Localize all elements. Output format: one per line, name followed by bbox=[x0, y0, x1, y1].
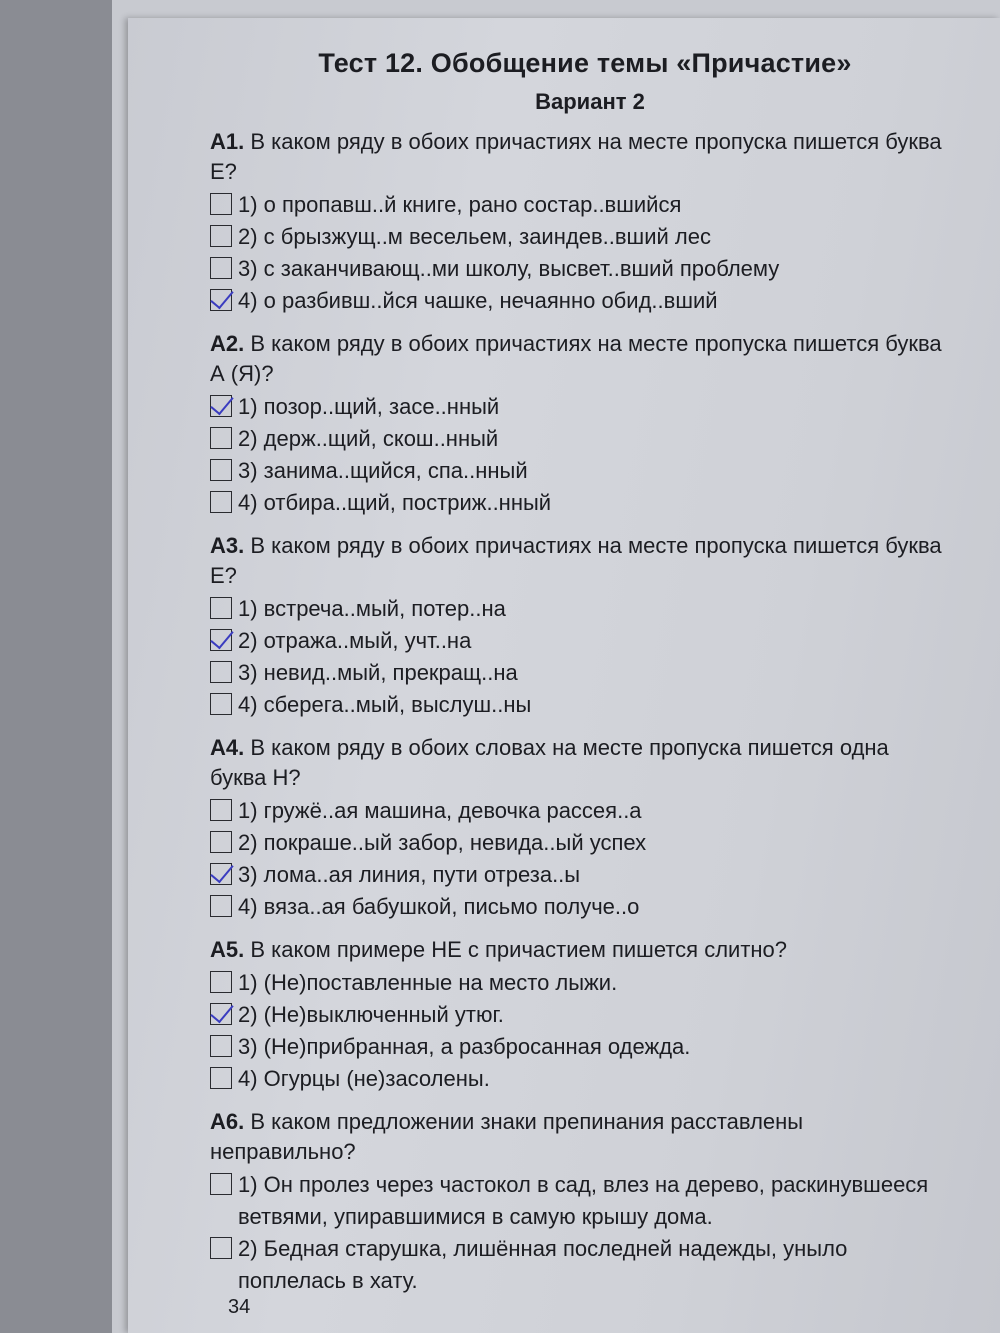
answer-option[interactable] bbox=[210, 827, 950, 859]
option-label: 2) (Не)выключенный утюг. bbox=[238, 1002, 504, 1027]
options-list bbox=[210, 593, 950, 721]
option-label: 4) отбира..щий, постриж..нный bbox=[238, 490, 552, 515]
answer-option[interactable] bbox=[210, 795, 950, 827]
page-number: 34 bbox=[228, 1296, 251, 1318]
question-3 bbox=[210, 531, 950, 721]
question-prompt: В каком ряду в обоих словах на месте пропуска пишется одна буква Н? bbox=[210, 735, 889, 790]
checkbox[interactable] bbox=[210, 491, 232, 513]
answer-option[interactable] bbox=[210, 423, 950, 455]
options-list bbox=[210, 1169, 950, 1297]
question-prompt: В каком примере НЕ с причастием пишется слитно? bbox=[244, 937, 788, 962]
question-number: А5. bbox=[210, 937, 245, 962]
answer-option[interactable] bbox=[210, 859, 950, 891]
option-label: 4) Огурцы (не)засолены. bbox=[238, 1066, 490, 1091]
question-text bbox=[210, 935, 950, 965]
option-label: 4) о разбивш..йся чашке, нечаянно обид..вший bbox=[238, 288, 718, 313]
question-number: А6. bbox=[210, 1109, 245, 1134]
answer-option[interactable] bbox=[210, 891, 950, 923]
option-label: 1) Он пролез через частокол в сад, влез на дерево, раскинувшееся ветвями, упиравшимися в самую крышу дома. bbox=[238, 1172, 929, 1229]
option-label: 2) держ..щий, скош..нный bbox=[238, 426, 499, 451]
answer-option[interactable] bbox=[210, 221, 950, 253]
checkbox[interactable] bbox=[210, 1237, 232, 1259]
question-number: А1. bbox=[210, 129, 245, 154]
answer-option[interactable] bbox=[210, 253, 950, 285]
checkbox[interactable] bbox=[210, 895, 232, 917]
answer-option[interactable] bbox=[210, 657, 950, 689]
questions-list bbox=[210, 127, 950, 1297]
answer-option[interactable] bbox=[210, 487, 950, 519]
answer-option[interactable] bbox=[210, 1169, 950, 1233]
checked-checkbox[interactable] bbox=[210, 863, 232, 885]
checkbox[interactable] bbox=[210, 225, 232, 247]
question-prompt: В каком ряду в обоих причастиях на месте пропуска пишется буква Е? bbox=[210, 129, 942, 184]
page-title: Тест 12. Обобщение темы «Причастие» bbox=[318, 48, 852, 78]
options-list bbox=[210, 189, 950, 317]
checked-checkbox[interactable] bbox=[210, 289, 232, 311]
variant-heading: Вариант 2 bbox=[535, 89, 645, 114]
answer-option[interactable] bbox=[210, 999, 950, 1031]
checkbox[interactable] bbox=[210, 193, 232, 215]
checkbox[interactable] bbox=[210, 459, 232, 481]
option-label: 3) невид..мый, прекращ..на bbox=[238, 660, 518, 685]
option-label: 2) Бедная старушка, лишённая последней надежды, уныло поплелась в хату. bbox=[238, 1236, 848, 1293]
page-content bbox=[210, 48, 950, 1297]
options-list bbox=[210, 967, 950, 1095]
checkbox[interactable] bbox=[210, 799, 232, 821]
checkbox[interactable] bbox=[210, 971, 232, 993]
answer-option[interactable] bbox=[210, 689, 950, 721]
question-number: А4. bbox=[210, 735, 245, 760]
option-label: 4) сберега..мый, выслуш..ны bbox=[238, 692, 532, 717]
option-label: 1) встреча..мый, потер..на bbox=[238, 596, 506, 621]
checkbox[interactable] bbox=[210, 257, 232, 279]
option-label: 2) отража..мый, учт..на bbox=[238, 628, 472, 653]
question-2 bbox=[210, 329, 950, 519]
checked-checkbox[interactable] bbox=[210, 1003, 232, 1025]
answer-option[interactable] bbox=[210, 189, 950, 221]
answer-option[interactable] bbox=[210, 1233, 950, 1297]
question-number: А3. bbox=[210, 533, 245, 558]
question-5 bbox=[210, 935, 950, 1095]
answer-option[interactable] bbox=[210, 285, 950, 317]
option-label: 4) вяза..ая бабушкой, письмо получе..о bbox=[238, 894, 640, 919]
checkbox[interactable] bbox=[210, 661, 232, 683]
checked-checkbox[interactable] bbox=[210, 395, 232, 417]
answer-option[interactable] bbox=[210, 455, 950, 487]
option-label: 1) (Не)поставленные на место лыжи. bbox=[238, 970, 618, 995]
checkbox[interactable] bbox=[210, 1067, 232, 1089]
checkbox[interactable] bbox=[210, 831, 232, 853]
checked-checkbox[interactable] bbox=[210, 629, 232, 651]
options-list bbox=[210, 391, 950, 519]
answer-option[interactable] bbox=[210, 391, 950, 423]
question-prompt: В каком ряду в обоих причастиях на месте пропуска пишется буква А (Я)? bbox=[210, 331, 942, 386]
answer-option[interactable] bbox=[210, 625, 950, 657]
answer-option[interactable] bbox=[210, 593, 950, 625]
option-label: 2) покраше..ый забор, невида..ый успех bbox=[238, 830, 647, 855]
checkbox[interactable] bbox=[210, 1173, 232, 1195]
answer-option[interactable] bbox=[210, 1063, 950, 1095]
question-text bbox=[210, 127, 950, 187]
question-1 bbox=[210, 127, 950, 317]
checkbox[interactable] bbox=[210, 693, 232, 715]
question-number: А2. bbox=[210, 331, 245, 356]
option-label: 3) (Не)прибранная, а разбросанная одежда. bbox=[238, 1034, 691, 1059]
option-label: 3) занима..щийся, спа..нный bbox=[238, 458, 528, 483]
option-label: 1) о пропавш..й книге, рано состар..вшийся bbox=[238, 192, 682, 217]
question-prompt: В каком предложении знаки препинания расставлены неправильно? bbox=[210, 1109, 804, 1164]
question-text bbox=[210, 733, 950, 793]
question-prompt: В каком ряду в обоих причастиях на месте пропуска пишется буква Е? bbox=[210, 533, 942, 588]
question-6 bbox=[210, 1107, 950, 1297]
options-list bbox=[210, 795, 950, 923]
question-4 bbox=[210, 733, 950, 923]
checkbox[interactable] bbox=[210, 1035, 232, 1057]
question-text bbox=[210, 531, 950, 591]
checkbox[interactable] bbox=[210, 597, 232, 619]
option-label: 3) лома..ая линия, пути отреза..ы bbox=[238, 862, 581, 887]
answer-option[interactable] bbox=[210, 967, 950, 999]
answer-option[interactable] bbox=[210, 1031, 950, 1063]
option-label: 1) гружё..ая машина, девочка рассея..а bbox=[238, 798, 642, 823]
question-text bbox=[210, 1107, 950, 1167]
option-label: 2) с брызжущ..м весельем, заиндев..вший лес bbox=[238, 224, 711, 249]
checkbox[interactable] bbox=[210, 427, 232, 449]
option-label: 3) с заканчивающ..ми школу, высвет..вший проблему bbox=[238, 256, 780, 281]
question-text bbox=[210, 329, 950, 389]
option-label: 1) позор..щий, засе..нный bbox=[238, 394, 500, 419]
